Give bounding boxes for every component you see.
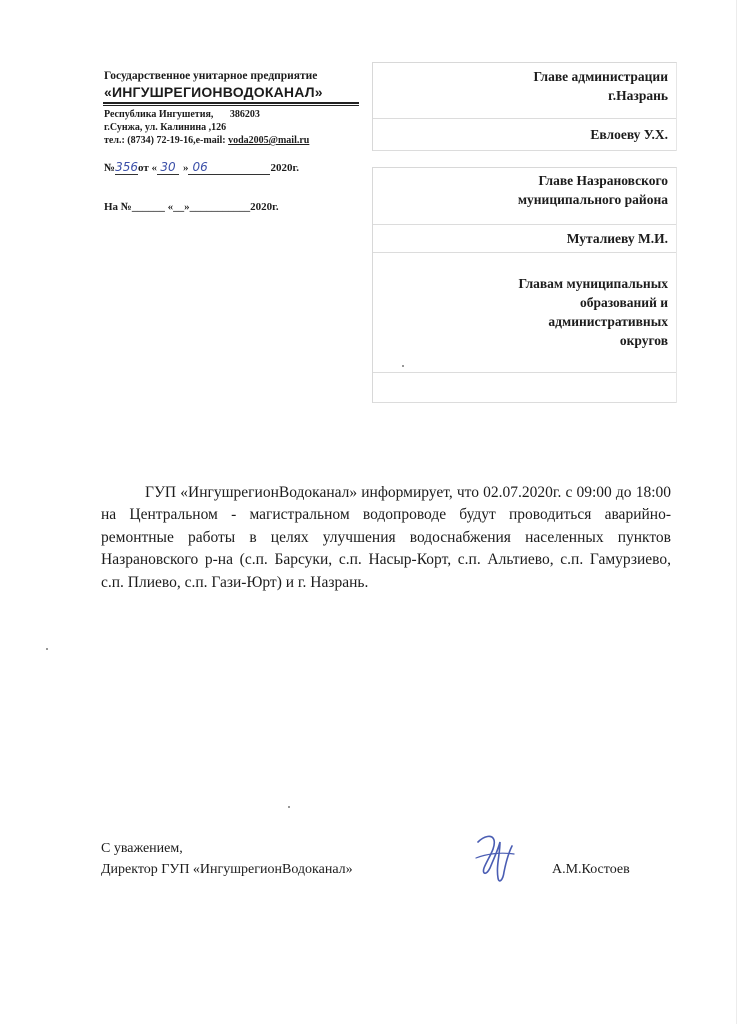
addressee-block-2 [372, 167, 677, 403]
addressee-1-title [373, 63, 676, 119]
closing-position: Директор ГУП «ИнгушрегионВодоканал» [101, 862, 353, 877]
addressee-3-block [373, 253, 676, 373]
addressee-3-line4: округов [619, 333, 668, 348]
ref-number: 356 [115, 160, 138, 174]
ref-from-word: от « [137, 162, 157, 174]
addressee-1-name: Евлоеву У.Х. [373, 119, 676, 151]
letterhead-org-type: Государственное унитарное предприятие [104, 70, 318, 82]
letterhead-address: г.Сунжа, ул. Калинина ,126 [104, 122, 227, 133]
addressee-empty-row [373, 373, 676, 403]
ref-month: 06 [188, 160, 270, 175]
closing-regards: С уважением, [101, 841, 183, 856]
ref-sep: » [182, 162, 189, 174]
addressee-3-line2: образований и [579, 295, 668, 310]
letterhead-region: Республика Ингушетия, [104, 109, 214, 120]
addressee-2-title-line2: муниципального района [517, 192, 668, 207]
addressee-2-title [373, 168, 676, 225]
letterhead-contact-line [104, 135, 309, 146]
addressee-1-title-line1: Главе администрации [533, 69, 668, 84]
ref-no-prefix: № [104, 162, 116, 174]
letterhead-phone: тел.: (8734) 72-19-16,e-mail: [104, 135, 226, 146]
letterhead-postcode: 386203 [229, 109, 260, 120]
addressee-2-title-line1: Главе Назрановского [538, 173, 668, 188]
scan-speck [46, 648, 48, 650]
addressee-1-title-line2: г.Назрань [608, 88, 668, 103]
letterhead-email: voda2005@mail.ru [228, 135, 310, 146]
signer-name: А.М.Костоев [552, 862, 630, 877]
scan-speck [288, 806, 290, 808]
incoming-reference: На №______ «__»___________2020г. [104, 201, 279, 213]
ref-year: 2020г. [270, 162, 299, 174]
letterhead-rule-thin [103, 105, 359, 106]
letterhead-rule [103, 102, 359, 104]
letterhead-org-name: «ИНГУШРЕГИОНВОДОКАНАЛ» [104, 84, 323, 100]
signature-icon [470, 828, 520, 897]
addressee-block-1 [372, 62, 677, 151]
letterhead-region-line [104, 109, 260, 120]
addressee-2-name: Муталиеву М.И. [373, 225, 676, 253]
body-paragraph: ГУП «ИнгушрегионВодоканал» информирует, что 02.07.2020г. с 09:00 до 18:00 на Центральном - магистральном водопроводе будут проводиться аварийно-ремонтные работы в целях улучшения водоснабжения населенных пунктов Назрановского р-на (с.п. Барсуки, с.п. Насыр-Корт, с.п. Альтиево, с.п. Гамурзиево, с.п. Плиево, с.п. Гази-Юрт) и г. Назрань. [101, 484, 671, 591]
scan-speck [402, 365, 404, 367]
addressee-3-line1: Главам муниципальных [518, 276, 668, 291]
scan-edge [736, 0, 737, 1024]
addressee-3-line3: административных [548, 314, 668, 329]
ref-day: 30 [157, 160, 179, 175]
outgoing-reference [104, 160, 299, 175]
